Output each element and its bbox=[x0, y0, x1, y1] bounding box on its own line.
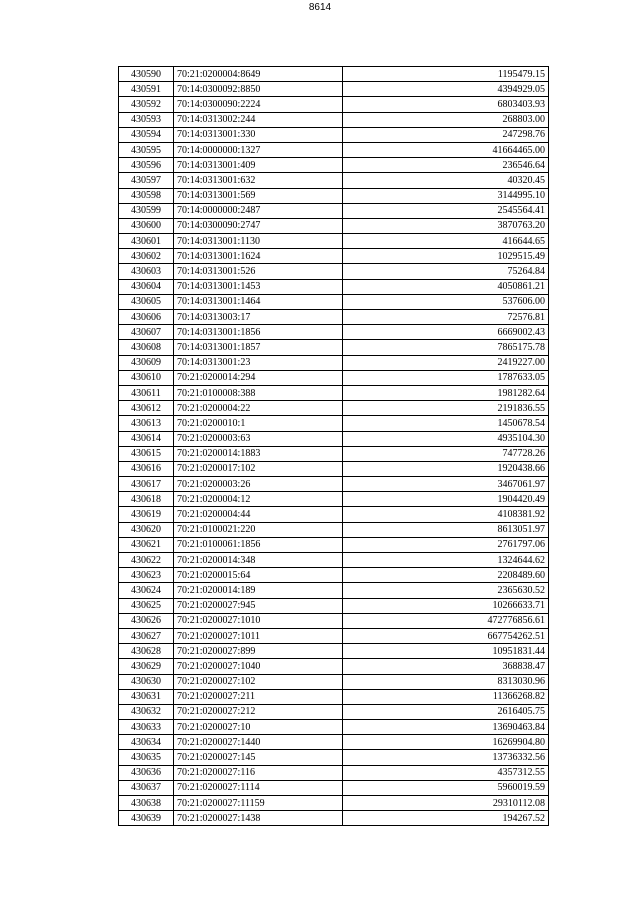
value-cell: 4108381.92 bbox=[343, 507, 549, 522]
cadastral-number-cell: 70:21:0200003:63 bbox=[174, 431, 343, 446]
value-cell: 11366268.82 bbox=[343, 689, 549, 704]
value-cell: 2616405.75 bbox=[343, 704, 549, 719]
table-row bbox=[119, 750, 549, 765]
table-row bbox=[119, 325, 549, 340]
row-number-cell: 430606 bbox=[119, 310, 174, 325]
cadastral-number-cell: 70:14:0000000:2487 bbox=[174, 203, 343, 218]
cadastral-number-cell: 70:14:0313001:330 bbox=[174, 127, 343, 142]
value-cell: 1324644.62 bbox=[343, 553, 549, 568]
cadastral-number-cell: 70:21:0200027:102 bbox=[174, 674, 343, 689]
row-number-cell: 430604 bbox=[119, 279, 174, 294]
row-number-cell: 430599 bbox=[119, 203, 174, 218]
value-cell: 5960019.59 bbox=[343, 780, 549, 795]
value-cell: 16269904.80 bbox=[343, 735, 549, 750]
row-number-cell: 430624 bbox=[119, 583, 174, 598]
table-row bbox=[119, 355, 549, 370]
cadastral-number-cell: 70:14:0313001:409 bbox=[174, 158, 343, 173]
cadastral-number-cell: 70:21:0200027:11159 bbox=[174, 796, 343, 811]
table-row bbox=[119, 598, 549, 613]
row-number-cell: 430632 bbox=[119, 704, 174, 719]
table-row bbox=[119, 522, 549, 537]
value-cell: 2208489.60 bbox=[343, 568, 549, 583]
value-cell: 1904420.49 bbox=[343, 492, 549, 507]
value-cell: 1787633.05 bbox=[343, 370, 549, 385]
row-number-cell: 430594 bbox=[119, 127, 174, 142]
row-number-cell: 430636 bbox=[119, 765, 174, 780]
cadastral-number-cell: 70:21:0200003:26 bbox=[174, 477, 343, 492]
row-number-cell: 430639 bbox=[119, 811, 174, 826]
cadastral-number-cell: 70:21:0200010:1 bbox=[174, 416, 343, 431]
value-cell: 1920438.66 bbox=[343, 461, 549, 476]
cadastral-number-cell: 70:21:0200004:8649 bbox=[174, 67, 343, 82]
table-row bbox=[119, 720, 549, 735]
value-cell: 7865175.78 bbox=[343, 340, 549, 355]
cadastral-number-cell: 70:21:0100021:220 bbox=[174, 522, 343, 537]
cadastral-number-cell: 70:14:0313001:1464 bbox=[174, 294, 343, 309]
value-cell: 6803403.93 bbox=[343, 97, 549, 112]
table-row bbox=[119, 507, 549, 522]
cadastral-number-cell: 70:14:0313001:1130 bbox=[174, 234, 343, 249]
table-body bbox=[119, 67, 549, 826]
table-row bbox=[119, 234, 549, 249]
value-cell: 13736332.56 bbox=[343, 750, 549, 765]
cadastral-number-cell: 70:21:0200027:145 bbox=[174, 750, 343, 765]
cadastral-number-cell: 70:14:0300092:8850 bbox=[174, 82, 343, 97]
table-row bbox=[119, 340, 549, 355]
row-number-cell: 430610 bbox=[119, 370, 174, 385]
cadastral-number-cell: 70:14:0313001:632 bbox=[174, 173, 343, 188]
cadastral-number-cell: 70:14:0313001:23 bbox=[174, 355, 343, 370]
table-row bbox=[119, 583, 549, 598]
cadastral-number-cell: 70:21:0200014:348 bbox=[174, 553, 343, 568]
cadastral-number-cell: 70:21:0200027:1040 bbox=[174, 659, 343, 674]
value-cell: 368838.47 bbox=[343, 659, 549, 674]
table-row bbox=[119, 97, 549, 112]
row-number-cell: 430591 bbox=[119, 82, 174, 97]
row-number-cell: 430600 bbox=[119, 218, 174, 233]
row-number-cell: 430603 bbox=[119, 264, 174, 279]
table-row bbox=[119, 279, 549, 294]
cadastral-number-cell: 70:14:0313001:1624 bbox=[174, 249, 343, 264]
value-cell: 1195479.15 bbox=[343, 67, 549, 82]
row-number-cell: 430601 bbox=[119, 234, 174, 249]
row-number-cell: 430602 bbox=[119, 249, 174, 264]
cadastral-number-cell: 70:14:0313001:1453 bbox=[174, 279, 343, 294]
table-row bbox=[119, 492, 549, 507]
cadastral-number-cell: 70:21:0200015:64 bbox=[174, 568, 343, 583]
table-row bbox=[119, 735, 549, 750]
table-row bbox=[119, 431, 549, 446]
row-number-cell: 430626 bbox=[119, 613, 174, 628]
row-number-cell: 430590 bbox=[119, 67, 174, 82]
value-cell: 8613051.97 bbox=[343, 522, 549, 537]
cadastral-number-cell: 70:14:0313001:1857 bbox=[174, 340, 343, 355]
cadastral-number-cell: 70:21:0200027:212 bbox=[174, 704, 343, 719]
table-row bbox=[119, 127, 549, 142]
table-row bbox=[119, 67, 549, 82]
row-number-cell: 430621 bbox=[119, 537, 174, 552]
table-row bbox=[119, 704, 549, 719]
row-number-cell: 430598 bbox=[119, 188, 174, 203]
table-row bbox=[119, 796, 549, 811]
value-cell: 2191836.55 bbox=[343, 401, 549, 416]
row-number-cell: 430612 bbox=[119, 401, 174, 416]
cadastral-number-cell: 70:21:0200027:211 bbox=[174, 689, 343, 704]
value-cell: 2365630.52 bbox=[343, 583, 549, 598]
table-row bbox=[119, 446, 549, 461]
value-cell: 29310112.08 bbox=[343, 796, 549, 811]
table-row bbox=[119, 310, 549, 325]
cadastral-number-cell: 70:21:0200027:1011 bbox=[174, 628, 343, 643]
row-number-cell: 430638 bbox=[119, 796, 174, 811]
table-row bbox=[119, 264, 549, 279]
row-number-cell: 430628 bbox=[119, 644, 174, 659]
value-cell: 2545564.41 bbox=[343, 203, 549, 218]
cadastral-number-cell: 70:21:0200004:22 bbox=[174, 401, 343, 416]
value-cell: 8313030.96 bbox=[343, 674, 549, 689]
row-number-cell: 430620 bbox=[119, 522, 174, 537]
cadastral-number-cell: 70:14:0300090:2747 bbox=[174, 218, 343, 233]
table-row bbox=[119, 173, 549, 188]
value-cell: 2419227.00 bbox=[343, 355, 549, 370]
cadastral-number-cell: 70:14:0313003:17 bbox=[174, 310, 343, 325]
cadastral-number-cell: 70:14:0313002:244 bbox=[174, 112, 343, 127]
value-cell: 4357312.55 bbox=[343, 765, 549, 780]
cadastral-number-cell: 70:21:0200027:1010 bbox=[174, 613, 343, 628]
table-row bbox=[119, 218, 549, 233]
value-cell: 75264.84 bbox=[343, 264, 549, 279]
value-cell: 747728.26 bbox=[343, 446, 549, 461]
row-number-cell: 430614 bbox=[119, 431, 174, 446]
page-number: 8614 bbox=[308, 2, 332, 13]
table-row bbox=[119, 203, 549, 218]
value-cell: 13690463.84 bbox=[343, 720, 549, 735]
row-number-cell: 430615 bbox=[119, 446, 174, 461]
row-number-cell: 430595 bbox=[119, 142, 174, 157]
table-row bbox=[119, 385, 549, 400]
value-cell: 72576.81 bbox=[343, 310, 549, 325]
cadastral-number-cell: 70:14:0313001:1856 bbox=[174, 325, 343, 340]
table-row bbox=[119, 401, 549, 416]
table-row bbox=[119, 112, 549, 127]
cadastral-number-cell: 70:21:0200027:899 bbox=[174, 644, 343, 659]
table-row bbox=[119, 477, 549, 492]
cadastral-number-cell: 70:21:0200014:1883 bbox=[174, 446, 343, 461]
value-cell: 40320.45 bbox=[343, 173, 549, 188]
cadastral-number-cell: 70:21:0200014:294 bbox=[174, 370, 343, 385]
row-number-cell: 430605 bbox=[119, 294, 174, 309]
table-row bbox=[119, 765, 549, 780]
value-cell: 1981282.64 bbox=[343, 385, 549, 400]
cadastral-number-cell: 70:21:0200027:1438 bbox=[174, 811, 343, 826]
table-row bbox=[119, 294, 549, 309]
cadastral-number-cell: 70:21:0200027:116 bbox=[174, 765, 343, 780]
table-row bbox=[119, 537, 549, 552]
value-cell: 4394929.05 bbox=[343, 82, 549, 97]
row-number-cell: 430634 bbox=[119, 735, 174, 750]
row-number-cell: 430622 bbox=[119, 553, 174, 568]
value-cell: 194267.52 bbox=[343, 811, 549, 826]
value-cell: 268803.00 bbox=[343, 112, 549, 127]
table-row bbox=[119, 553, 549, 568]
row-number-cell: 430593 bbox=[119, 112, 174, 127]
value-cell: 4050861.21 bbox=[343, 279, 549, 294]
value-cell: 41664465.00 bbox=[343, 142, 549, 157]
cadastral-number-cell: 70:21:0200027:10 bbox=[174, 720, 343, 735]
row-number-cell: 430611 bbox=[119, 385, 174, 400]
cadastral-number-cell: 70:21:0200027:945 bbox=[174, 598, 343, 613]
row-number-cell: 430597 bbox=[119, 173, 174, 188]
row-number-cell: 430630 bbox=[119, 674, 174, 689]
row-number-cell: 430617 bbox=[119, 477, 174, 492]
cadastral-number-cell: 70:14:0313001:569 bbox=[174, 188, 343, 203]
table-row bbox=[119, 370, 549, 385]
row-number-cell: 430608 bbox=[119, 340, 174, 355]
table-row bbox=[119, 780, 549, 795]
table-row bbox=[119, 82, 549, 97]
value-cell: 3467061.97 bbox=[343, 477, 549, 492]
cadastral-number-cell: 70:21:0200027:1114 bbox=[174, 780, 343, 795]
value-cell: 1450678.54 bbox=[343, 416, 549, 431]
value-cell: 10266633.71 bbox=[343, 598, 549, 613]
table-row bbox=[119, 659, 549, 674]
row-number-cell: 430592 bbox=[119, 97, 174, 112]
row-number-cell: 430613 bbox=[119, 416, 174, 431]
cadastral-number-cell: 70:14:0300090:2224 bbox=[174, 97, 343, 112]
table-row bbox=[119, 188, 549, 203]
value-cell: 1029515.49 bbox=[343, 249, 549, 264]
value-cell: 6669002.43 bbox=[343, 325, 549, 340]
row-number-cell: 430623 bbox=[119, 568, 174, 583]
row-number-cell: 430637 bbox=[119, 780, 174, 795]
cadastral-number-cell: 70:21:0200014:189 bbox=[174, 583, 343, 598]
value-cell: 667754262.51 bbox=[343, 628, 549, 643]
row-number-cell: 430625 bbox=[119, 598, 174, 613]
value-cell: 537606.00 bbox=[343, 294, 549, 309]
row-number-cell: 430619 bbox=[119, 507, 174, 522]
row-number-cell: 430596 bbox=[119, 158, 174, 173]
cadastral-number-cell: 70:21:0200027:1440 bbox=[174, 735, 343, 750]
row-number-cell: 430607 bbox=[119, 325, 174, 340]
cadastral-number-cell: 70:21:0200017:102 bbox=[174, 461, 343, 476]
table-row bbox=[119, 689, 549, 704]
cadastral-number-cell: 70:21:0200004:44 bbox=[174, 507, 343, 522]
table-row bbox=[119, 249, 549, 264]
value-cell: 236546.64 bbox=[343, 158, 549, 173]
cadastral-value-table bbox=[118, 66, 549, 826]
cadastral-number-cell: 70:21:0100061:1856 bbox=[174, 537, 343, 552]
row-number-cell: 430633 bbox=[119, 720, 174, 735]
row-number-cell: 430618 bbox=[119, 492, 174, 507]
table-row bbox=[119, 674, 549, 689]
cadastral-number-cell: 70:14:0000000:1327 bbox=[174, 142, 343, 157]
cadastral-number-cell: 70:21:0200004:12 bbox=[174, 492, 343, 507]
table-row bbox=[119, 628, 549, 643]
table-row bbox=[119, 416, 549, 431]
row-number-cell: 430629 bbox=[119, 659, 174, 674]
value-cell: 2761797.06 bbox=[343, 537, 549, 552]
cadastral-number-cell: 70:21:0100008:388 bbox=[174, 385, 343, 400]
value-cell: 247298.76 bbox=[343, 127, 549, 142]
table-row bbox=[119, 811, 549, 826]
table-row bbox=[119, 644, 549, 659]
row-number-cell: 430635 bbox=[119, 750, 174, 765]
row-number-cell: 430616 bbox=[119, 461, 174, 476]
value-cell: 416644.65 bbox=[343, 234, 549, 249]
row-number-cell: 430627 bbox=[119, 628, 174, 643]
table-row bbox=[119, 158, 549, 173]
table-row bbox=[119, 613, 549, 628]
cadastral-number-cell: 70:14:0313001:526 bbox=[174, 264, 343, 279]
value-cell: 472776856.61 bbox=[343, 613, 549, 628]
row-number-cell: 430609 bbox=[119, 355, 174, 370]
value-cell: 4935104.30 bbox=[343, 431, 549, 446]
row-number-cell: 430631 bbox=[119, 689, 174, 704]
table-row bbox=[119, 461, 549, 476]
table-row bbox=[119, 568, 549, 583]
value-cell: 10951831.44 bbox=[343, 644, 549, 659]
value-cell: 3144995.10 bbox=[343, 188, 549, 203]
value-cell: 3870763.20 bbox=[343, 218, 549, 233]
table-row bbox=[119, 142, 549, 157]
